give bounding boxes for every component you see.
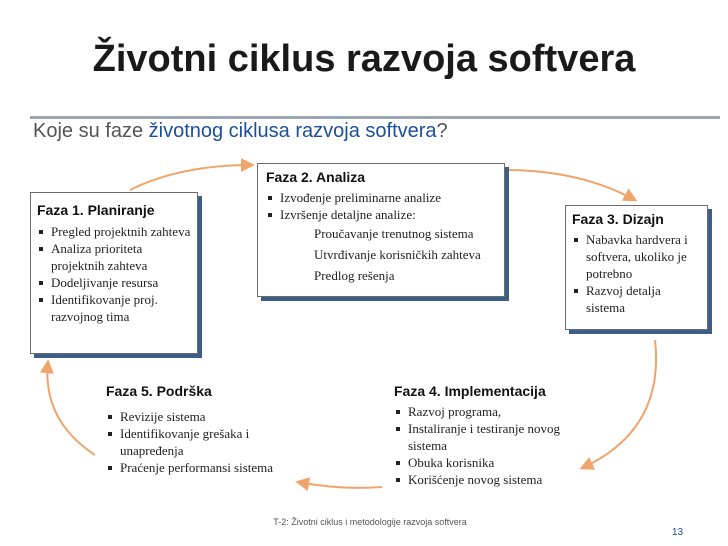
subtitle-highlight: životnog ciklusa razvoja softvera (148, 120, 437, 142)
phase-analysis-subitem: Predlog rešenja (314, 268, 395, 283)
phase-support-item: Praćenje performansi sistema (106, 459, 294, 476)
phase-implementation-title: Faza 4. Implementacija (394, 383, 546, 399)
title-divider (30, 116, 720, 119)
phase-support-item: Identifikovanje grešaka i unapređenja (106, 425, 294, 459)
phase-support-title: Faza 5. Podrška (106, 383, 212, 399)
phase-analysis-item: Izvršenje detaljne analize: (266, 206, 496, 223)
subtitle-suffix: ? (436, 120, 448, 142)
phase-planning-item: Pregled projektnih zahteva (37, 223, 191, 240)
phase-planning-box (30, 192, 198, 354)
phase-planning-item: Analiza prioriteta projektnih zahteva (37, 240, 191, 274)
phase-implementation-item: Korišćenje novog sistema (394, 471, 587, 488)
phase-analysis-subitem: Proučavanje trenutnog sistema (314, 226, 474, 241)
phase-analysis-subitem: Utvrđivanje korisničkih zahteva (314, 247, 481, 262)
phase-analysis-title: Faza 2. Analiza (266, 169, 366, 185)
slide-title: Životni ciklus razvoja softvera (92, 38, 636, 80)
phase-implementation-box (388, 378, 593, 498)
phase-design-item: Nabavka hardvera i softvera, ukoliko je potrebno (572, 231, 701, 282)
arrow-implementation-to-support (298, 482, 382, 488)
phase-implementation-item: Instaliranje i testiranje novog sistema (394, 420, 587, 454)
phase-support-box (100, 378, 300, 488)
slide-subtitle (33, 120, 448, 143)
phase-support-item: Revizije sistema (106, 408, 294, 425)
page-number: 13 (672, 527, 684, 538)
arrow-planning-to-analysis (130, 165, 252, 190)
arrow-analysis-to-design (505, 170, 635, 200)
phase-design-item: Razvoj detalja sistema (572, 282, 701, 316)
phase-implementation-item: Obuka korisnika (394, 454, 587, 471)
arrow-support-to-planning (47, 362, 95, 455)
phase-planning-item: Identifikovanje proj. razvojnog tima (37, 291, 191, 325)
subtitle-prefix: Koje su faze (33, 120, 149, 142)
arrow-design-to-implementation (582, 340, 656, 468)
phase-planning-title: Faza 1. Planiranje (37, 202, 155, 218)
phase-implementation-item: Razvoj programa, (394, 403, 587, 420)
phase-analysis-box (257, 163, 505, 297)
phase-design-box (565, 205, 708, 330)
phase-analysis-item: Izvođenje preliminarne analize (266, 189, 496, 206)
phase-planning-item: Dodeljivanje resursa (37, 274, 191, 291)
phase-design-title: Faza 3. Dizajn (572, 211, 664, 227)
slide-footer: T-2: Životni ciklus i metodologije razvoja softvera (273, 517, 467, 527)
